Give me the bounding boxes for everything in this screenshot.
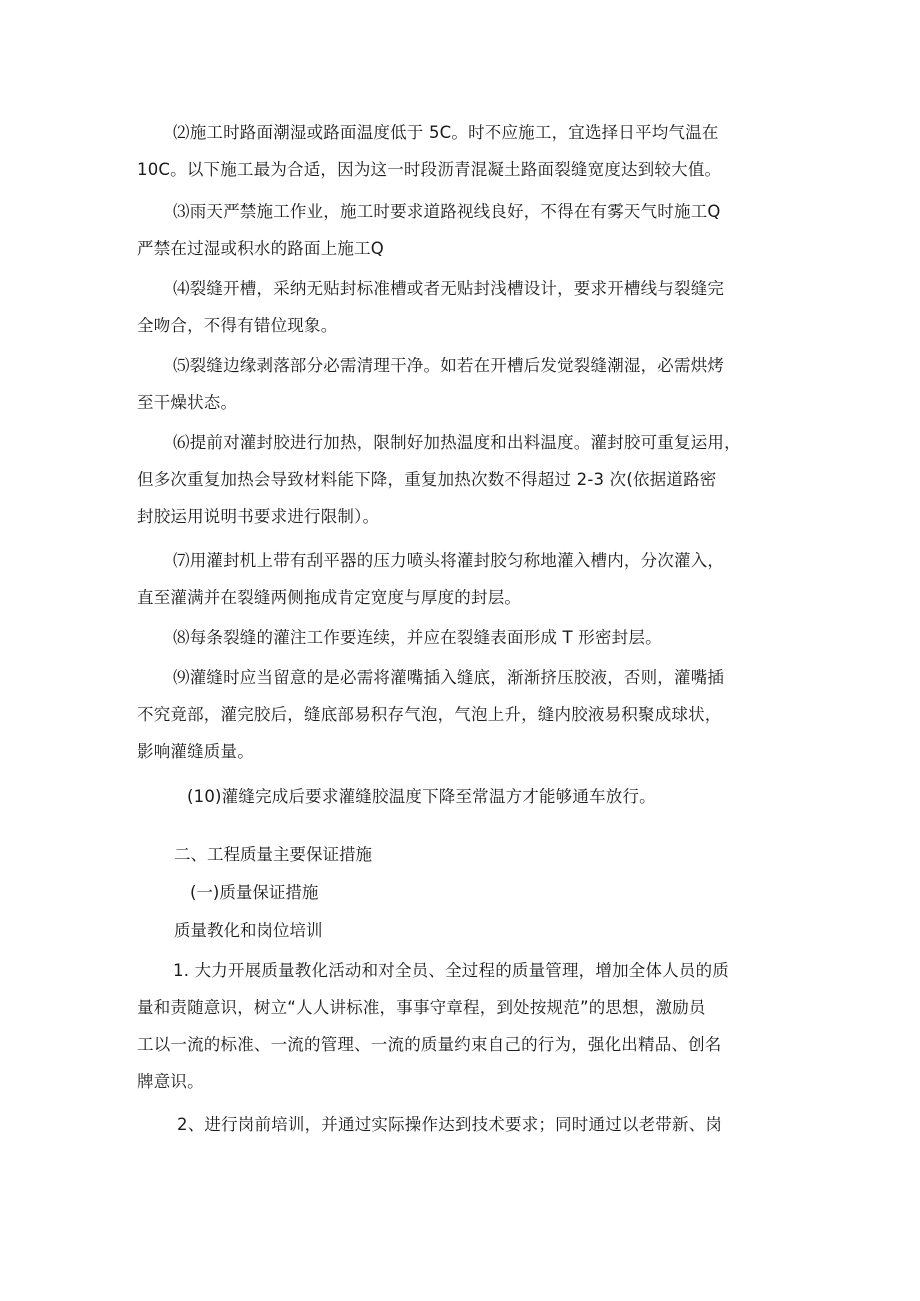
text-line: 影响灌缝质量。 — [137, 742, 254, 761]
text-line: ⑵施工时路面潮湿或路面温度低于 5C。时不应施工，宜选择日平均气温在 — [173, 123, 719, 142]
text-line: 10C。以下施工最为合适，因为这一时段沥青混凝土路面裂缝宽度达到较大值。 — [137, 160, 722, 179]
paragraph-item-7 — [137, 542, 792, 616]
text-line: 全吻合，不得有错位现象。 — [137, 316, 338, 335]
paragraph-body-1 — [137, 952, 792, 1100]
text-line: 2、进行岗前培训，并通过实际操作达到技术要求；同时通过以老带新、岗 — [177, 1115, 723, 1134]
text-line: ⑼灌缝时应当留意的是必需将灌嘴插入缝底，渐渐挤压胶液，否则，灌嘴插 — [173, 668, 725, 687]
paragraph-item-9 — [137, 659, 792, 770]
text-line: ⑺用灌封机上带有刮平器的压力喷头将灌封胶匀称地灌入槽内，分次灌入， — [173, 551, 725, 570]
text-line: 不究竟部，灌完胶后，缝底部易积存气泡，气泡上升，缝内胶液易积聚成球状， — [137, 705, 722, 724]
text-line: ⑷裂缝开槽，采纳无贴封标准槽或者无贴封浅槽设计，要求开槽线与裂缝完 — [173, 279, 725, 298]
text-line: 工以一流的标准、一流的管理、一流的质量约束自己的行为，强化出精品、创名 — [137, 1035, 722, 1054]
text-line: ⑻每条裂缝的灌注工作要连续，并应在裂缝表面形成 T 形密封层。 — [173, 628, 662, 647]
text-line: 封胶运用说明书要求进行限制）。 — [137, 507, 380, 526]
text-line: 牌意识。 — [137, 1072, 204, 1091]
text-line: ⑸裂缝边缘剥落部分必需清理干净。如若在开槽后发觉裂缝潮湿，必需烘烤 — [173, 356, 725, 375]
text-line: ⑶雨天严禁施工作业，施工时要求道路视线良好，不得在有雾天气时施工Q — [173, 202, 721, 221]
paragraph-item-8 — [137, 619, 792, 656]
paragraph-item-4 — [137, 270, 792, 344]
text-line: 但多次重复加热会导致材料能下降，重复加热次数不得超过 2-3 次(依据道路密 — [137, 470, 717, 489]
paragraph-body-2 — [137, 1106, 792, 1143]
section-heading: 二、工程质量主要保证措施 — [174, 845, 372, 864]
text-line: 量和责随意识，树立“人人讲标准，事事守章程，到处按规范”的思想，激励员 — [137, 998, 706, 1017]
text-line: (10)灌缝完成后要求灌缝胶温度下降至常温方才能够通车放行。 — [187, 787, 656, 806]
paragraph-item-2 — [137, 114, 792, 188]
text-line: ⑹提前对灌封胶进行加热，限制好加热温度和出料温度。灌封胶可重复运用， — [173, 433, 741, 452]
text-line: 严禁在过湿或积水的路面上施工Q — [137, 239, 384, 258]
subsection-heading: (一)质量保证措施 — [190, 883, 319, 902]
paragraph-item-6 — [137, 424, 792, 535]
text-line: 至干燥状态。 — [137, 393, 238, 412]
text-line: 1. 大力开展质量教化活动和对全员、全过程的质量管理，增加全体人员的质 — [173, 961, 729, 980]
paragraph-item-3 — [137, 193, 792, 267]
paragraph-item-5 — [137, 347, 792, 421]
paragraph-item-10 — [137, 778, 792, 815]
topic-heading: 质量教化和岗位培训 — [174, 921, 323, 940]
text-line: 直至灌满并在裂缝两侧拖成肯定宽度与厚度的封层。 — [137, 588, 522, 607]
